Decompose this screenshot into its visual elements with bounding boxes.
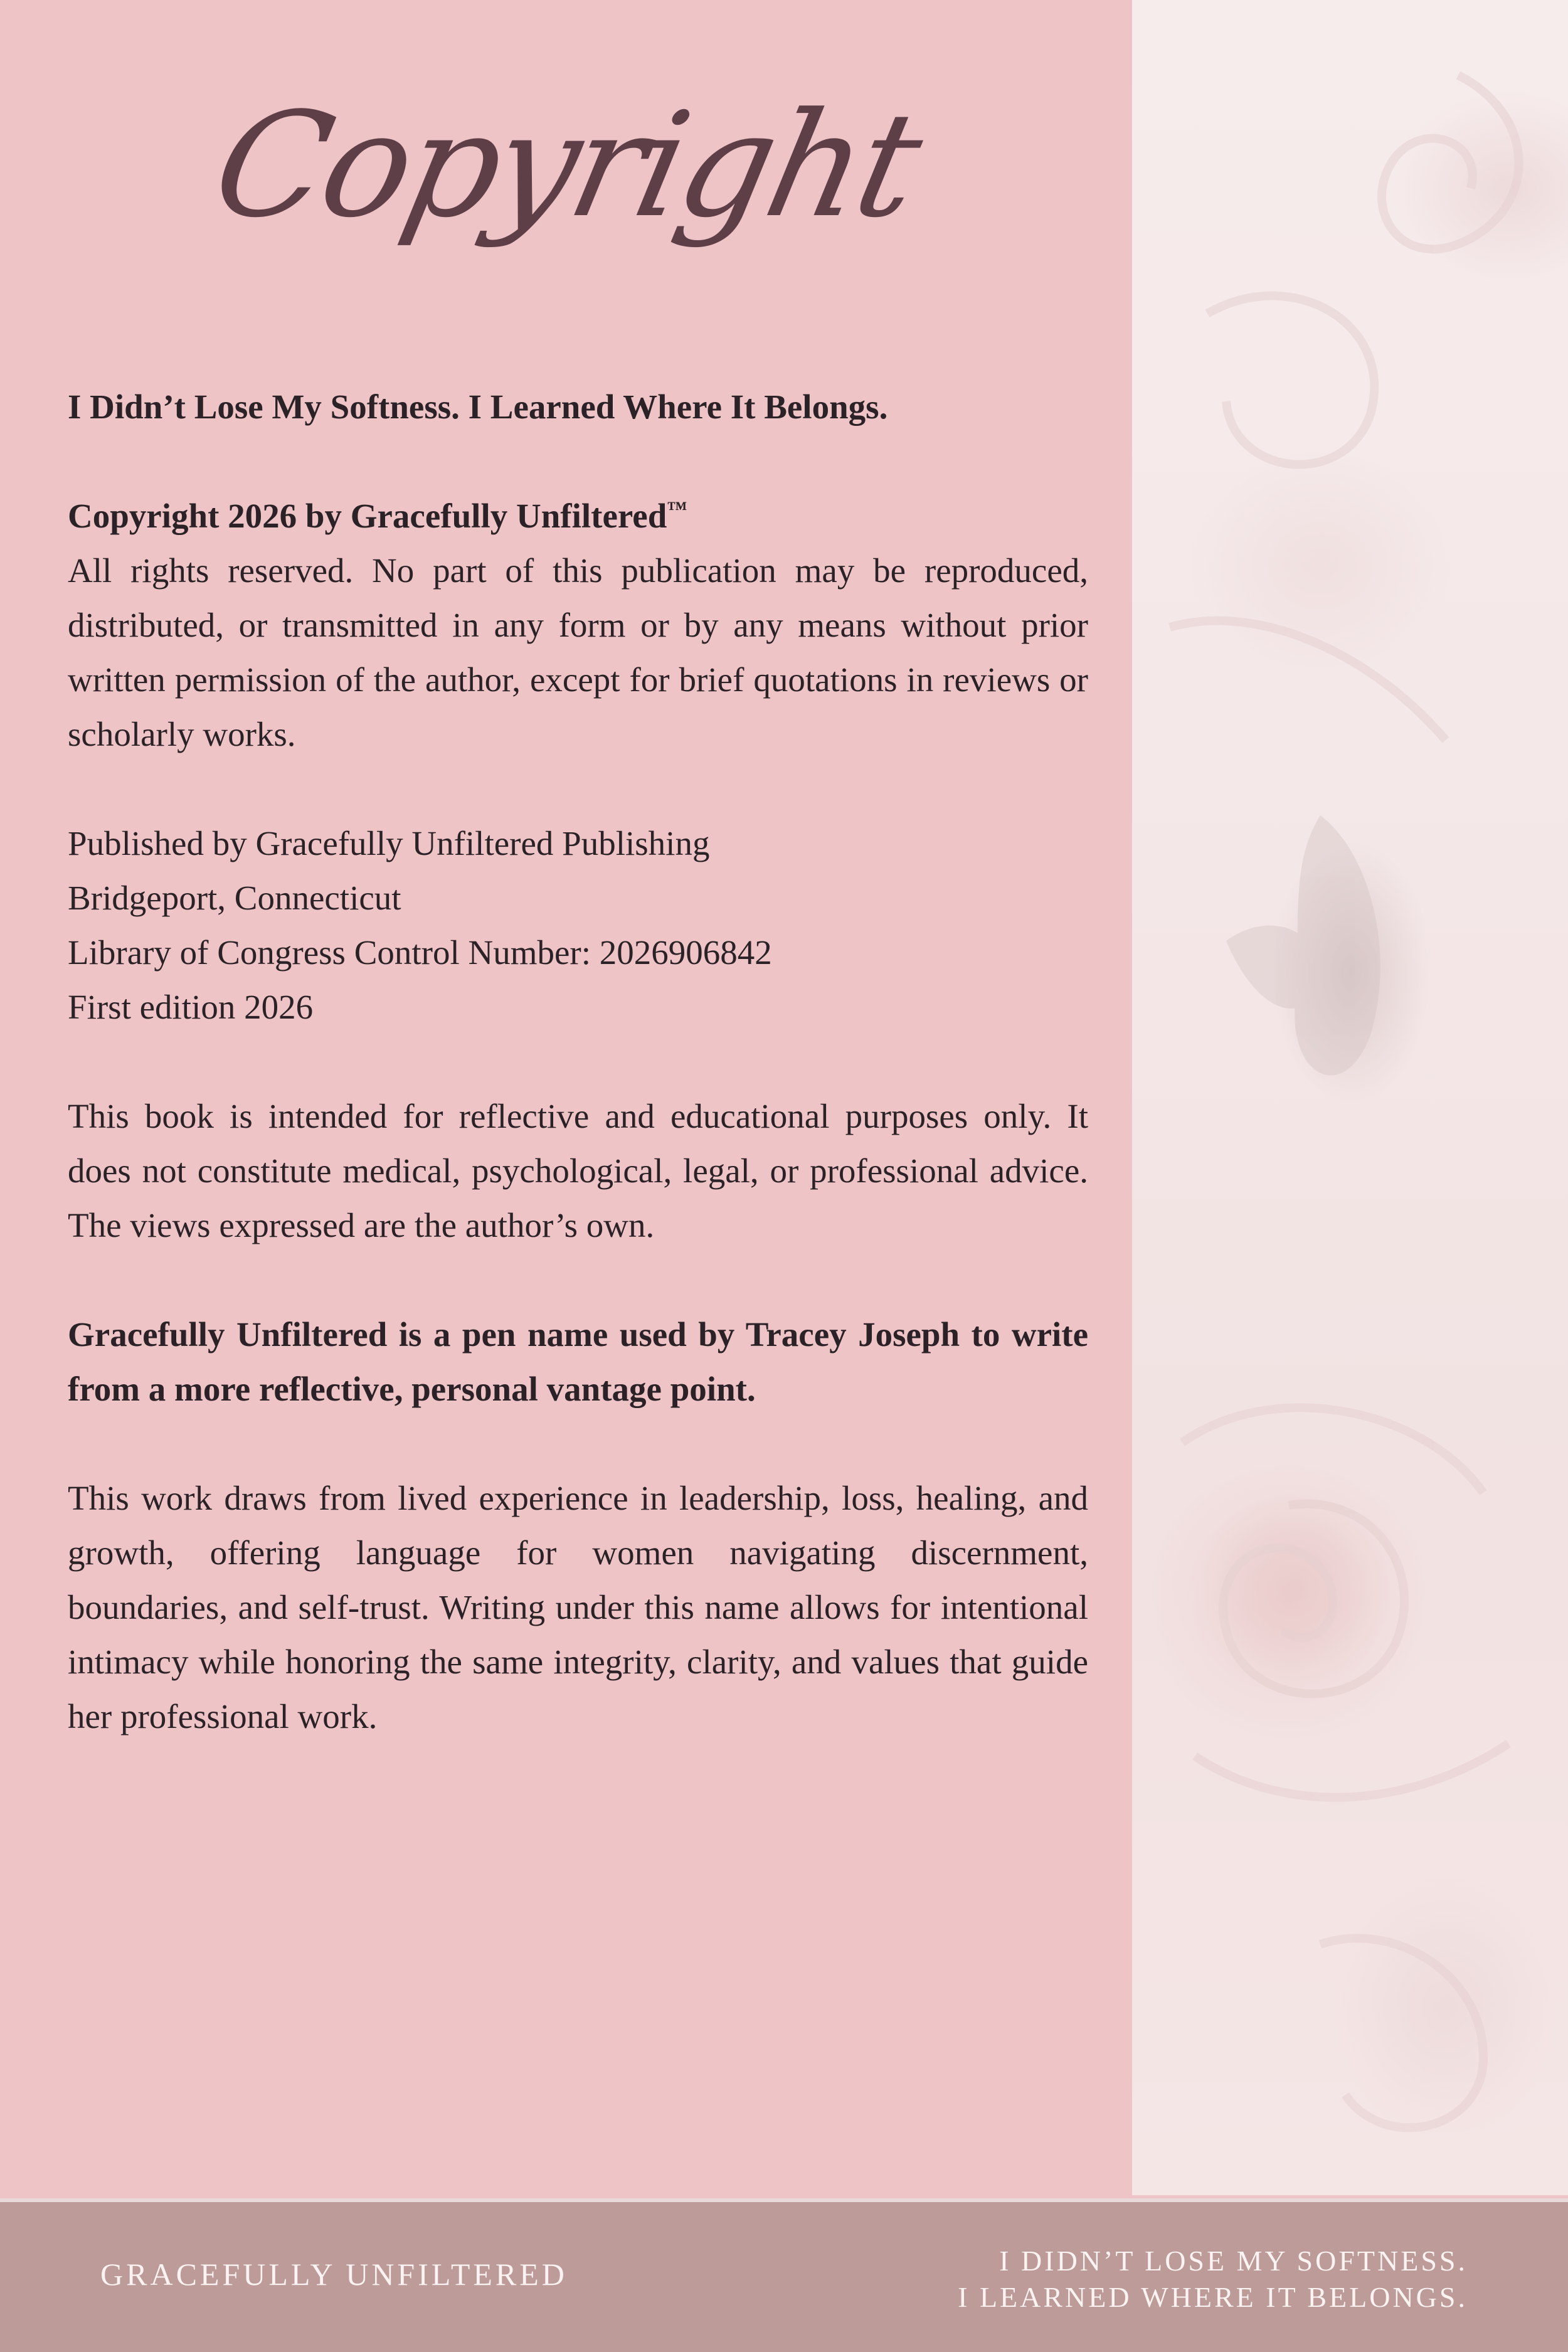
footer-brand: GRACEFULLY UNFILTERED (100, 2257, 568, 2292)
rose-background-panel (1132, 0, 1568, 2195)
publisher-line: Published by Gracefully Unfiltered Publishing (68, 824, 710, 862)
footer-tagline-line-1: I DIDN’T LOSE MY SOFTNESS. (999, 2245, 1468, 2277)
rose-pattern-image (1132, 0, 1568, 2195)
spacer (68, 1253, 1088, 1307)
location-line: Bridgeport, Connecticut (68, 879, 401, 917)
copyright-line (68, 489, 1088, 543)
copyright-content (68, 379, 1088, 1744)
disclaimer-paragraph: This book is intended for reflective and educational purposes only. It does not constitute medical, psychological, legal, or professional advice. The views expressed are the author’s own. (68, 1097, 1088, 1244)
edition-line: First edition 2026 (68, 988, 314, 1026)
footer-tagline-line-2: I LEARNED WHERE IT BELONGS. (958, 2281, 1468, 2313)
spacer (68, 434, 1088, 489)
trademark-symbol: ™ (667, 497, 687, 520)
copyright-text: Copyright 2026 by Gracefully Unfiltered (68, 497, 667, 535)
footer-bar (0, 2198, 1568, 2352)
footer-tagline (958, 2243, 1468, 2316)
page-title: Copyright (200, 82, 932, 250)
book-title: I Didn’t Lose My Softness. I Learned Where It Belongs. (68, 388, 888, 426)
spacer (68, 1416, 1088, 1471)
about-work-paragraph: This work draws from lived experience in leadership, loss, healing, and growth, offering language for women navigating discernment, boundaries, and self-trust. Writing under this name allows for intentional intimacy while honoring the same integrity, clarity, and values that guide her professional work. (68, 1479, 1088, 1735)
spacer (68, 761, 1088, 816)
rights-paragraph: All rights reserved. No part of this publication may be reproduced, distributed, or transmitted in any form or by any means without prior written permission of the author, except for brief quotations in reviews or scholarly works. (68, 551, 1088, 753)
spacer (68, 1034, 1088, 1089)
lccn-line: Library of Congress Control Number: 2026906842 (68, 933, 772, 972)
pen-name-paragraph: Gracefully Unfiltered is a pen name used by Tracey Joseph to write from a more reflective, personal vantage point. (68, 1315, 1088, 1408)
